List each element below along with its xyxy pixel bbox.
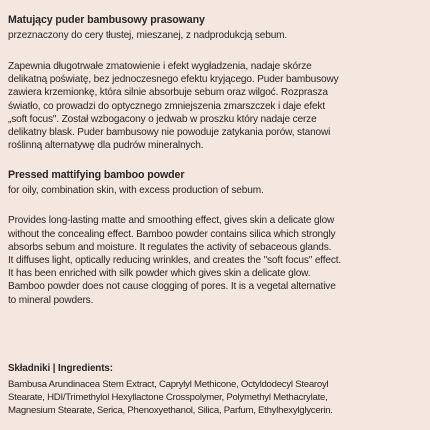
ingredients-heading: Składniki | Ingredients: (8, 362, 113, 374)
polish-description-line: roślinną alternatywę dla pudrów mineralnych. (8, 140, 204, 152)
ingredients-list (8, 378, 422, 418)
english-description-line: absorbs sebum and moisture. It regulates the activity of sebaceous glands. (8, 241, 332, 253)
english-description-line: It diffuses light, optically reducing wrinkles, and creates the "soft focus" effect. (8, 255, 342, 267)
polish-description-line: światło, co prowadzi do optycznego zmniejszenia zmarszczek i daje efekt (8, 100, 325, 112)
english-description (8, 214, 422, 306)
polish-description-line: delikatną poświatę, bez jednoczesnego efektu kryjącego. Puder bambusowy (8, 74, 339, 86)
polish-description-line: Zapewnia długotrwałe zmatowienie i efekt wygładzenia, nadaje skórze (8, 61, 312, 72)
english-description-line: without the concealing effect. Bamboo powder contains silica which strongly (8, 228, 336, 240)
english-description-line: Provides long-lasting matte and smoothing effect, gives skin a delicate glow (8, 215, 335, 227)
ingredients-line: Bambusa Arundinacea Stem Extract, Caprylyl Methicone, Octyldodecyl Stearoyl (8, 378, 329, 390)
english-product-title: Pressed mattifying bamboo powder (8, 169, 185, 182)
polish-product-title: Matujący puder bambusowy prasowany (8, 14, 205, 26)
polish-description-line: zawiera krzemionkę, która silnie absorbuje sebum oraz wilgoć. Rozprasza (8, 87, 328, 99)
ingredients-line: Magnesium Stearate, Serica, Phenoxyethanol, Silica, Parfum, Ethylhexylglycerin. (8, 405, 333, 417)
ingredients-line: Stearate, HDI/Trimethylol Hexyllactone Crosspolymer, Polymethyl Methacrylate, (8, 392, 328, 404)
polish-description-line: delikatny blask. Puder bambusowy nie powoduje zatykania porów, stanowi (8, 127, 331, 139)
english-description-line: Bamboo powder does not cause clogging of pores. It is a vegetal alternative (8, 281, 336, 293)
polish-description (8, 60, 422, 152)
english-product-subtitle: for oily, combination skin, with excess production of sebum. (8, 185, 264, 197)
english-description-line: It has been enriched with silk powder which gives skin a delicate glow. (8, 268, 311, 280)
polish-product-subtitle: przeznaczony do cery tłustej, mieszanej, z nadprodukcją sebum. (8, 30, 288, 41)
english-description-line: to mineral powders. (8, 294, 94, 306)
polish-description-line: „soft focus". Został wzbogacony o jedwab w proszku który nadaje cerze (8, 113, 317, 125)
